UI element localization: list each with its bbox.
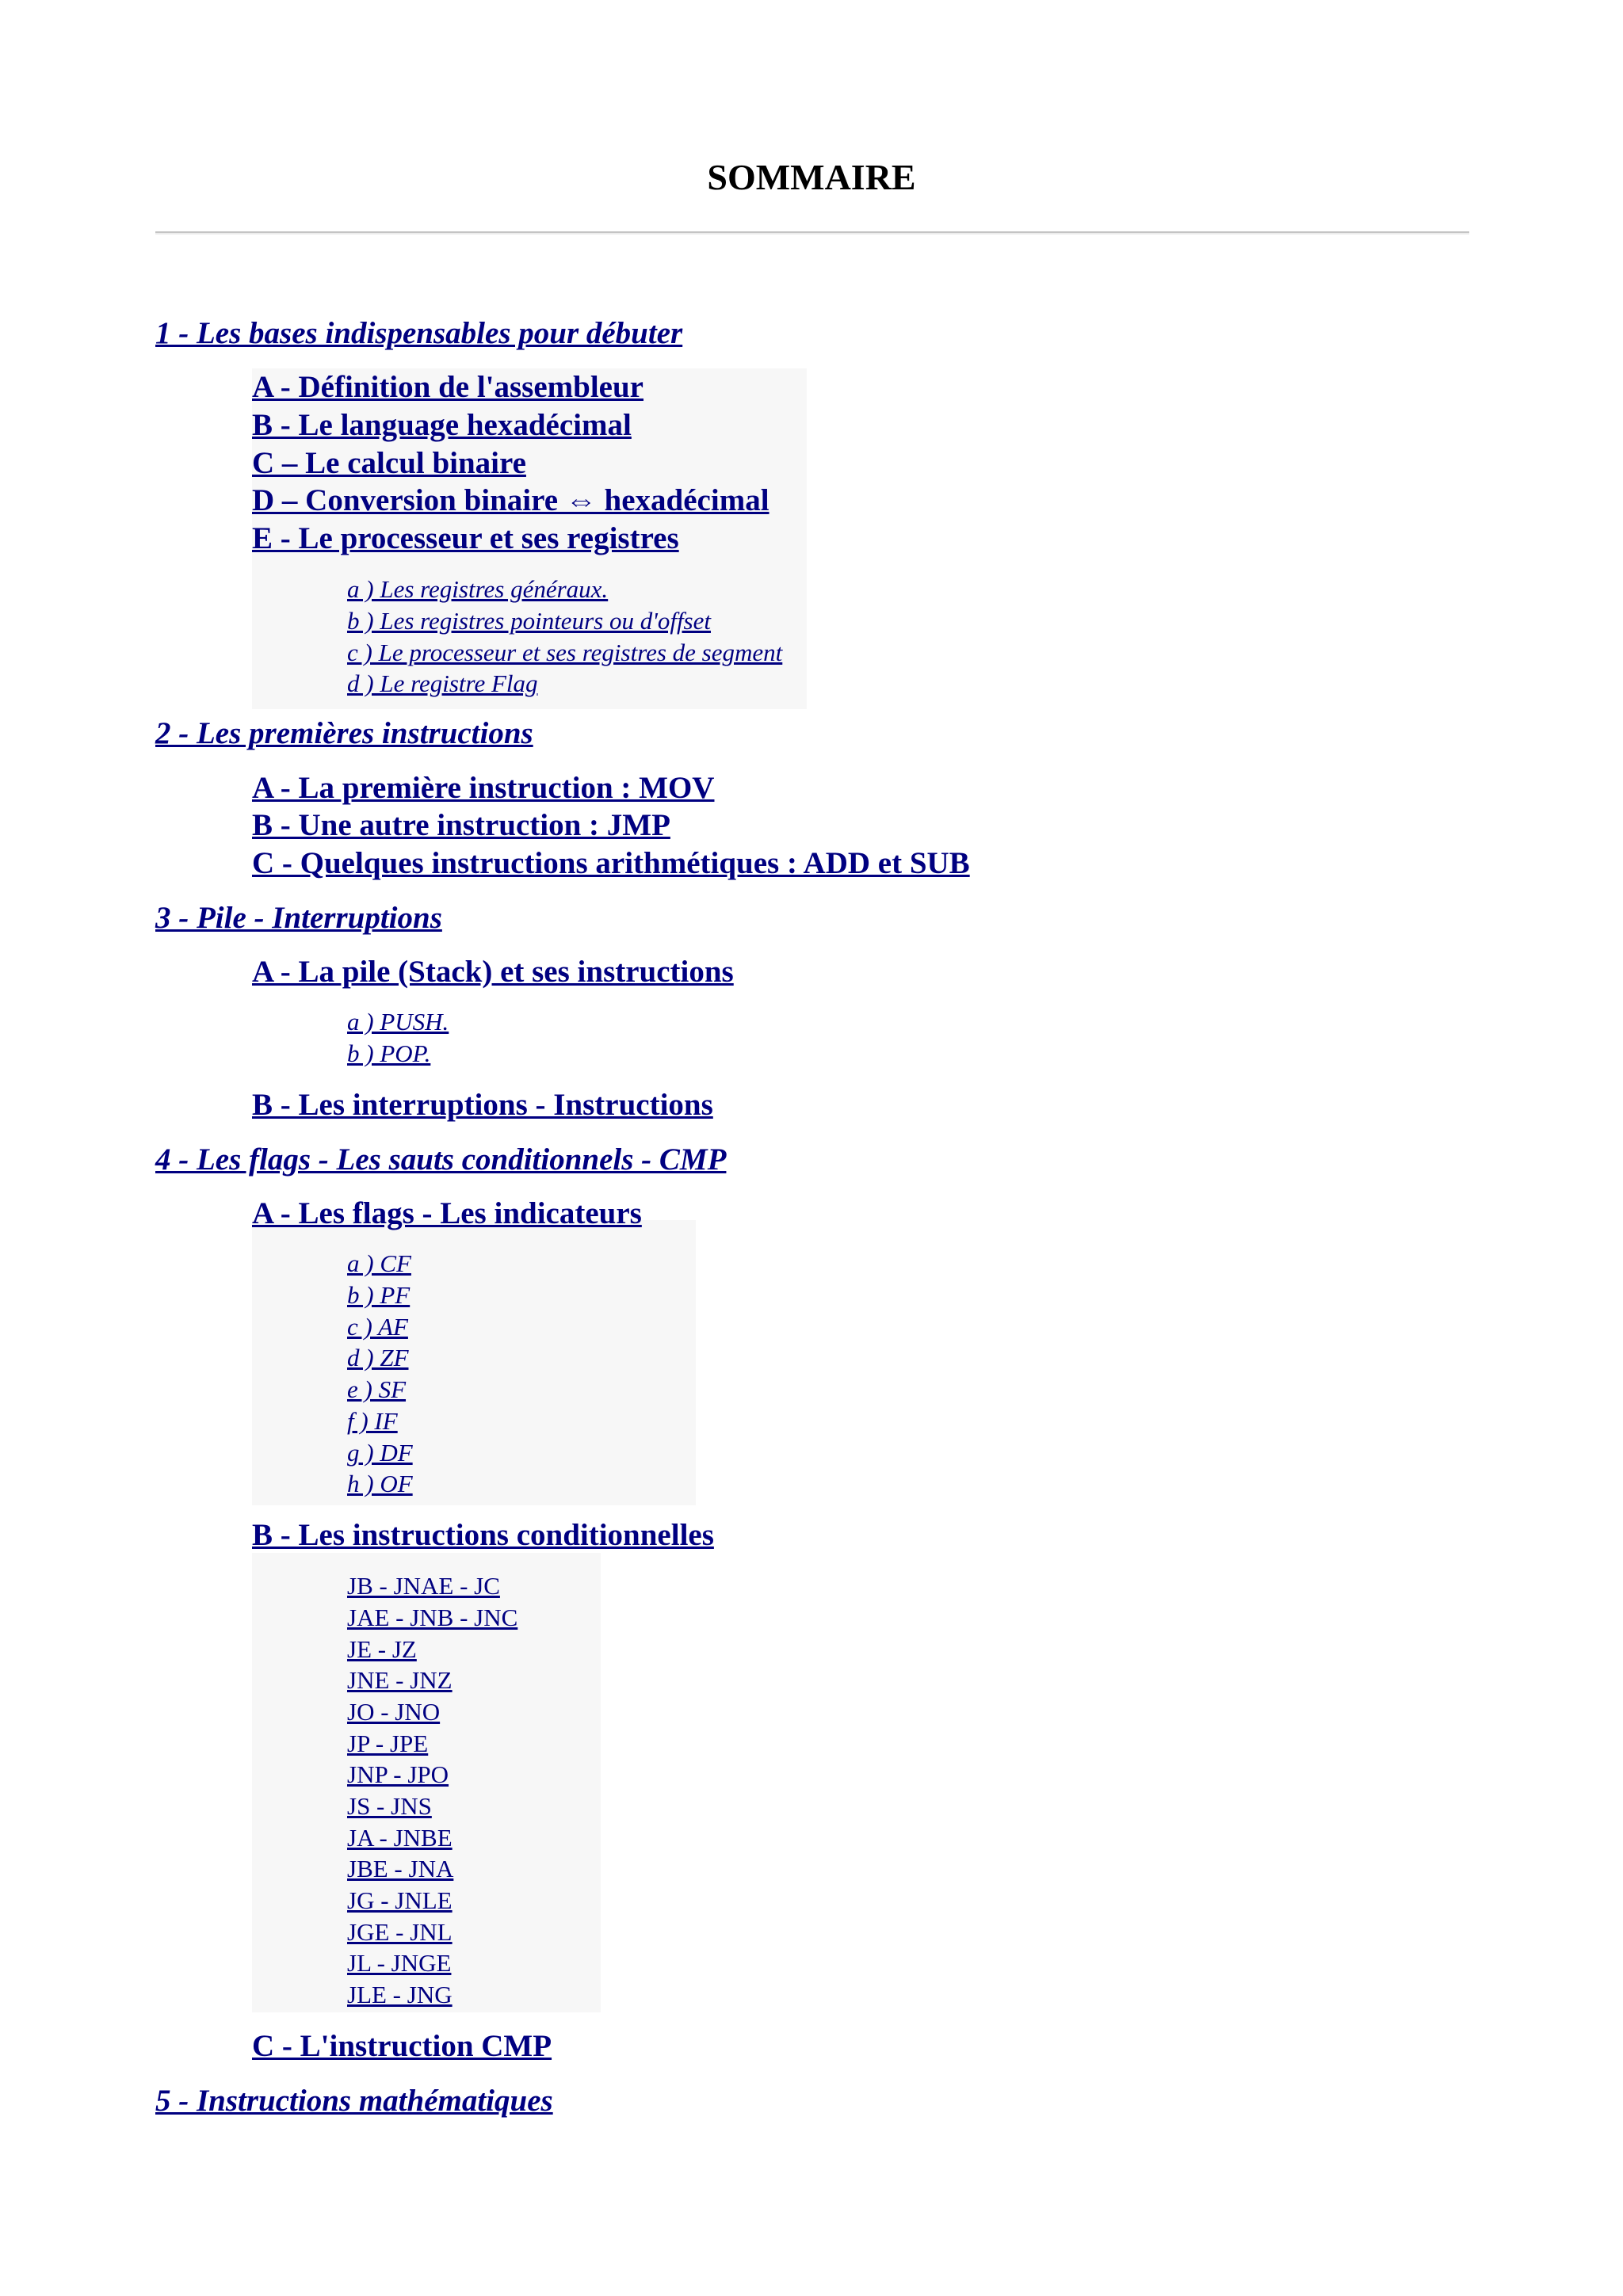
toc-4a-c[interactable]: c ) AF [347, 1313, 408, 1341]
toc-1d[interactable]: D – Conversion binaire ⇔ hexadécimal [252, 483, 769, 517]
toc-4b-8[interactable]: JS - JNS [347, 1792, 432, 1820]
toc-1e[interactable]: E - Le processeur et ses registres [252, 521, 679, 555]
toc-1e-a[interactable]: a ) Les registres généraux. [347, 575, 609, 603]
toc-1a[interactable]: A - Définition de l'assembleur [252, 370, 643, 404]
toc-3b[interactable]: B - Les interruptions - Instructions [252, 1088, 713, 1122]
toc-3a-a[interactable]: a ) PUSH. [347, 1008, 449, 1035]
toc-4a-a[interactable]: a ) CF [347, 1249, 411, 1277]
toc-4a-b[interactable]: b ) PF [347, 1281, 411, 1309]
toc-4b-3[interactable]: JE - JZ [347, 1635, 417, 1663]
toc-section-1[interactable]: 1 - Les bases indispensables pour débuter [155, 316, 683, 350]
toc-4a-f[interactable]: f ) IF [347, 1407, 398, 1435]
toc-4b-14[interactable]: JLE - JNG [347, 1981, 453, 2008]
toc-4a-e[interactable]: e ) SF [347, 1375, 407, 1403]
toc-section-3[interactable]: 3 - Pile - Interruptions [155, 901, 442, 935]
toc-4b-2[interactable]: JAE - JNB - JNC [347, 1604, 518, 1631]
toc-1e-c[interactable]: c ) Le processeur et ses registres de segment [347, 639, 783, 666]
toc-2c[interactable]: C - Quelques instructions arithmétiques : ADD et SUB [252, 846, 970, 880]
toc-4b-9[interactable]: JA - JNBE [347, 1824, 453, 1852]
horizontal-rule [155, 231, 1469, 235]
toc-3a[interactable]: A - La pile (Stack) et ses instructions [252, 955, 734, 989]
toc-4c[interactable]: C - L'instruction CMP [252, 2029, 552, 2063]
toc-4a-g[interactable]: g ) DF [347, 1439, 413, 1466]
toc-3a-b[interactable]: b ) POP. [347, 1039, 431, 1067]
toc-4b-10[interactable]: JBE - JNA [347, 1855, 454, 1882]
toc-4a[interactable]: A - Les flags - Les indicateurs [252, 1196, 642, 1230]
toc-4b[interactable]: B - Les instructions conditionnelles [252, 1518, 714, 1552]
toc-4a-h[interactable]: h ) OF [347, 1470, 413, 1497]
toc-4b-13[interactable]: JL - JNGE [347, 1949, 452, 1977]
toc-4b-12[interactable]: JGE - JNL [347, 1918, 453, 1946]
toc-section-5[interactable]: 5 - Instructions mathématiques [155, 2084, 553, 2118]
toc-1e-b[interactable]: b ) Les registres pointeurs ou d'offset [347, 607, 711, 635]
toc-1b[interactable]: B - Le language hexadécimal [252, 408, 632, 442]
toc-1c[interactable]: C – Le calcul binaire [252, 446, 526, 480]
page-title: SOMMAIRE [707, 157, 916, 197]
toc-4b-6[interactable]: JP - JPE [347, 1730, 429, 1757]
toc-2b[interactable]: B - Une autre instruction : JMP [252, 808, 670, 842]
toc-2a[interactable]: A - La première instruction : MOV [252, 771, 715, 805]
shade-block [252, 1220, 696, 1505]
toc-4b-11[interactable]: JG - JNLE [347, 1886, 453, 1914]
toc-section-4[interactable]: 4 - Les flags - Les sauts conditionnels - CMP [155, 1142, 727, 1177]
toc-4b-4[interactable]: JNE - JNZ [347, 1666, 453, 1694]
toc-4b-5[interactable]: JO - JNO [347, 1698, 441, 1726]
toc-4a-d[interactable]: d ) ZF [347, 1344, 409, 1371]
toc-1e-d[interactable]: d ) Le registre Flag [347, 669, 538, 697]
toc-4b-1[interactable]: JB - JNAE - JC [347, 1572, 500, 1600]
toc-section-2[interactable]: 2 - Les premières instructions [155, 716, 533, 750]
toc-4b-7[interactable]: JNP - JPO [347, 1760, 449, 1788]
